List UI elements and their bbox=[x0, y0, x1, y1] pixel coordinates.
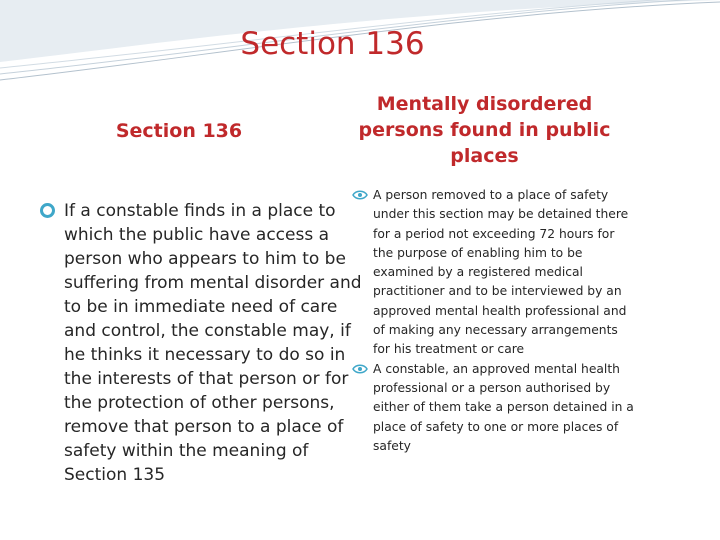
ring-bullet-icon bbox=[40, 203, 55, 218]
slide-title: Section 136 bbox=[240, 26, 425, 62]
right-bullet-text: A constable, an approved mental health professional or a person authorised by either of them take a person detained in a place of safety to one or more places of safety bbox=[373, 361, 634, 453]
right-bullet-text: A person removed to a place of safety under this section may be detained there for a period not exceeding 72 hours for the purpose of enabling him to be examined by a registered medical practitioner and to be interviewed by an approved mental health professional and of making any necessary arrangements for his treatment or care bbox=[373, 188, 629, 357]
eye-bullet-icon bbox=[352, 189, 368, 201]
left-column-body bbox=[40, 199, 370, 487]
right-bullet-item bbox=[348, 360, 638, 456]
right-column-body bbox=[348, 186, 638, 456]
right-column-heading: Mentally disordered persons found in public places bbox=[358, 93, 611, 167]
left-bullet-text: If a constable finds in a place to which the public have access a person who appears to him to be suffering from mental disorder and to be in immediate need of care and control, the constable may, if he thinks it necessary to do so in the interests of that person or for the protection of other persons, remove that person to a place of safety within the meaning of Section 135 bbox=[64, 201, 362, 485]
left-column-heading: Section 136 bbox=[115, 120, 243, 142]
right-bullet-item bbox=[348, 186, 638, 360]
eye-bullet-icon bbox=[352, 363, 368, 375]
